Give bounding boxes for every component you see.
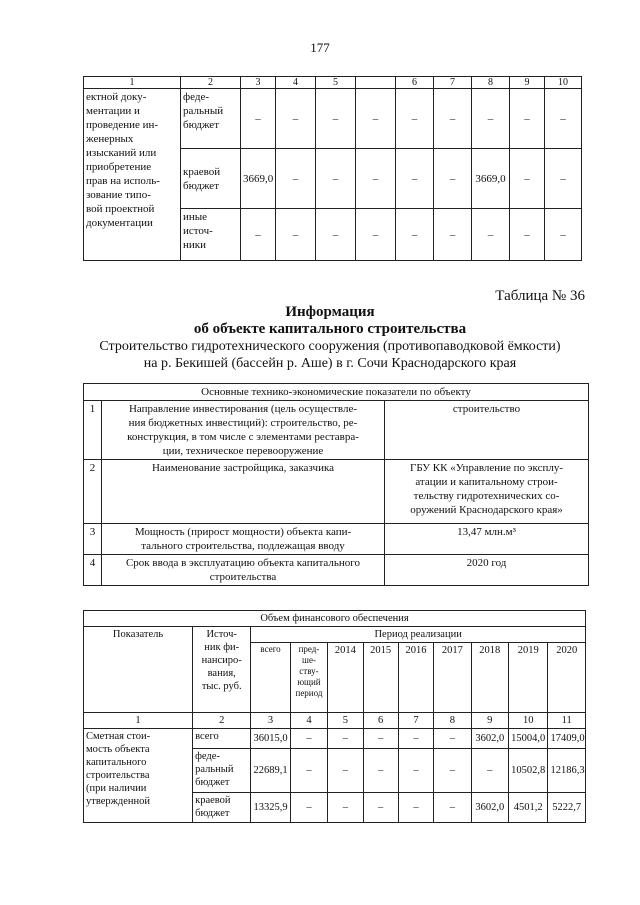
value-cell: –	[472, 209, 510, 261]
indicator-line: капитального	[86, 757, 147, 768]
value-cell: –	[316, 149, 356, 209]
value-cell: –	[472, 89, 510, 149]
header-cell: 5	[316, 77, 356, 89]
header-cell: 4	[276, 77, 316, 89]
label-line: проведение ин-	[86, 119, 159, 131]
table-row	[84, 729, 586, 749]
row-number: 2	[84, 460, 102, 524]
indicator-line: Сметная стои-	[86, 731, 151, 742]
indicator-cell	[84, 729, 193, 823]
value-cell: –	[434, 209, 472, 261]
value-cell: 3669,0	[472, 149, 510, 209]
indicators-table	[83, 383, 589, 586]
value-cell: –	[328, 793, 363, 823]
value-cell: –	[363, 793, 398, 823]
year-header: 2014	[328, 643, 363, 713]
row-number: 1	[84, 401, 102, 460]
value-cell: –	[434, 149, 472, 209]
source-line: бюджет	[195, 808, 230, 819]
label-line: конструкция, в том числе с элементами реставра-	[127, 431, 359, 443]
label-line: зование типо-	[86, 189, 151, 201]
header-line: ше-	[302, 655, 316, 665]
indicator-header: Показатель	[84, 627, 193, 713]
value-cell: –	[363, 749, 398, 793]
value-cell: –	[328, 729, 363, 749]
row-value	[385, 460, 589, 524]
value-cell: –	[434, 749, 471, 793]
label-line: тального строительства, подлежащая вводу	[141, 540, 345, 552]
source-cell	[181, 209, 241, 261]
label-line: вой проектной	[86, 203, 155, 215]
value-line: тельству гидротехнических со-	[413, 490, 560, 502]
label-line: ментации и	[86, 105, 140, 117]
value-cell: –	[545, 209, 582, 261]
value-cell: 15004,0	[508, 729, 547, 749]
period-header: Период реализации	[251, 627, 586, 643]
year-header: 2018	[471, 643, 508, 713]
header-line: пред-	[298, 644, 320, 654]
value-cell: 22689,1	[251, 749, 290, 793]
row-label	[102, 460, 385, 524]
value-line: оружений Краснодарского края»	[410, 504, 563, 516]
value-cell: 4501,2	[508, 793, 547, 823]
continuation-table	[83, 76, 582, 261]
value-cell: 10502,8	[508, 749, 547, 793]
value-cell: 36015,0	[251, 729, 290, 749]
column-number: 5	[328, 713, 363, 729]
title-line-3: Строительство гидротехнического сооружения (противопаводковой ёмкости)	[99, 339, 561, 354]
label-line: женерных	[86, 133, 134, 145]
total-header: всего	[251, 643, 290, 713]
source-line: бюджет	[183, 119, 219, 131]
value-line: 13,47 млн.м³	[457, 526, 516, 538]
row-label	[102, 401, 385, 460]
column-number: 8	[434, 713, 471, 729]
value-cell: 13325,9	[251, 793, 290, 823]
value-cell: 3602,0	[471, 793, 508, 823]
column-number: 2	[193, 713, 251, 729]
column-number-row	[84, 713, 586, 729]
value-cell: –	[396, 89, 434, 149]
value-cell: –	[241, 209, 276, 261]
year-header: 2017	[434, 643, 471, 713]
header-line: Источ-	[206, 629, 237, 640]
indicator-line: строительства	[86, 770, 150, 781]
table-row	[84, 401, 589, 460]
value-cell: –	[545, 89, 582, 149]
header-line: период	[295, 688, 323, 698]
source-line: феде-	[195, 751, 220, 762]
label-line: Наименование застройщика, заказчика	[151, 462, 335, 474]
value-cell: –	[356, 89, 396, 149]
value-cell: –	[241, 89, 276, 149]
source-line: ральный	[183, 105, 224, 117]
year-header: 2016	[398, 643, 433, 713]
source-cell	[193, 749, 251, 793]
header-line: ющий	[297, 677, 321, 687]
header-cell: 10	[545, 77, 582, 89]
table-header-row	[84, 627, 586, 643]
value-cell: –	[545, 149, 582, 209]
value-cell: –	[396, 209, 434, 261]
source-line: краевой	[195, 795, 231, 806]
row-label	[102, 555, 385, 586]
value-cell: –	[290, 749, 327, 793]
label-line: Мощность (прирост мощности) объекта капи-	[134, 526, 352, 538]
value-line: строительство	[452, 403, 521, 415]
row-number: 3	[84, 524, 102, 555]
source-header	[193, 627, 251, 713]
year-header: 2020	[548, 643, 586, 713]
source-cell	[181, 149, 241, 209]
value-cell: –	[290, 729, 327, 749]
table-header-row	[84, 77, 582, 89]
value-cell: 3602,0	[471, 729, 508, 749]
source-line: краевой	[183, 165, 221, 178]
label-line: Срок ввода в эксплуатацию объекта капитального	[125, 557, 361, 569]
value-cell: 3669,0	[241, 149, 276, 209]
source-line: бюджет	[195, 777, 230, 788]
value-cell: –	[434, 793, 471, 823]
header-line: вания,	[207, 668, 236, 679]
source-line: ральный	[195, 764, 234, 775]
value-cell: –	[434, 729, 471, 749]
source-cell	[181, 89, 241, 149]
column-number: 11	[548, 713, 586, 729]
row-value	[385, 555, 589, 586]
header-cell: 6	[396, 77, 434, 89]
table-row	[84, 89, 582, 149]
header-cell: 3	[241, 77, 276, 89]
source-cell	[193, 793, 251, 823]
value-cell: –	[328, 749, 363, 793]
value-cell: –	[398, 729, 433, 749]
value-cell: –	[316, 209, 356, 261]
value-cell: 5222,7	[548, 793, 586, 823]
value-cell: –	[396, 149, 434, 209]
label-line: Направление инвестирования (цель осуществле-	[128, 403, 358, 415]
value-line: 2020 год	[466, 557, 507, 569]
year-header: 2019	[508, 643, 547, 713]
prev-period-header	[290, 643, 327, 713]
title-line-2: об объекте капитального строительства	[193, 321, 467, 337]
table-row	[84, 460, 589, 524]
row-label	[84, 89, 181, 261]
financing-table	[83, 610, 586, 823]
label-line: ектной доку-	[86, 91, 147, 103]
indicator-line: (при наличии	[86, 783, 147, 794]
value-cell: –	[276, 209, 316, 261]
value-cell: –	[510, 89, 545, 149]
table-header-row	[84, 611, 586, 627]
label-line: прав на исполь-	[86, 175, 160, 187]
value-cell: –	[398, 749, 433, 793]
value-cell: –	[471, 749, 508, 793]
header-cell	[356, 77, 396, 89]
label-line: приобретение	[86, 161, 152, 173]
header-cell: 2	[181, 77, 241, 89]
table-header: Основные технико-экономические показатели по объекту	[84, 384, 589, 401]
value-cell: –	[316, 89, 356, 149]
source-line: иные	[183, 211, 208, 223]
header-line: ству-	[299, 666, 319, 676]
source-line: бюджет	[183, 179, 219, 192]
column-number: 9	[471, 713, 508, 729]
value-cell: –	[276, 89, 316, 149]
column-number: 7	[398, 713, 433, 729]
value-cell: –	[510, 149, 545, 209]
value-cell: –	[510, 209, 545, 261]
table-row	[84, 524, 589, 555]
header-cell: 1	[84, 77, 181, 89]
row-number: 4	[84, 555, 102, 586]
value-cell: –	[363, 729, 398, 749]
indicator-line: мость объекта	[86, 744, 150, 755]
value-line: атации и капитальному строи-	[415, 476, 558, 488]
source-line: источ-	[183, 225, 213, 237]
label-line: ния бюджетных инвестиций): строительство, ре-	[128, 417, 358, 429]
year-header: 2015	[363, 643, 398, 713]
label-line: документации	[86, 217, 153, 229]
row-label	[102, 524, 385, 555]
label-line: изысканий или	[86, 147, 157, 159]
value-cell: –	[290, 793, 327, 823]
source-line: феде-	[183, 91, 210, 103]
source-cell: всего	[193, 729, 251, 749]
column-number: 3	[251, 713, 290, 729]
header-line: тыс. руб.	[201, 681, 242, 692]
header-cell: 8	[472, 77, 510, 89]
value-cell: 12186,3	[548, 749, 586, 793]
header-line: ник фи-	[204, 642, 240, 653]
title-line-4: на р. Бекишей (бассейн р. Аше) в г. Сочи Краснодарского края	[143, 356, 517, 371]
value-line: ГБУ КК «Управление по эксплу-	[409, 462, 564, 474]
value-cell: –	[398, 793, 433, 823]
column-number: 4	[290, 713, 327, 729]
title-line-1: Информация	[285, 304, 375, 320]
value-cell: 17409,0	[548, 729, 586, 749]
indicator-line: утвержденной	[86, 796, 151, 807]
value-cell: –	[356, 209, 396, 261]
table-header: Объем финансового обеспечения	[84, 611, 586, 627]
value-cell: –	[356, 149, 396, 209]
column-number: 10	[508, 713, 547, 729]
table-row	[84, 555, 589, 586]
table-header-row	[84, 384, 589, 401]
header-cell: 9	[510, 77, 545, 89]
column-number: 1	[84, 713, 193, 729]
row-value	[385, 524, 589, 555]
header-cell: 7	[434, 77, 472, 89]
label-line: строительства	[209, 571, 277, 583]
column-number: 6	[363, 713, 398, 729]
table-number: Таблица № 36	[495, 288, 585, 304]
source-line: ники	[183, 239, 207, 251]
page-number: 177	[310, 40, 330, 55]
header-line: нансиро-	[201, 655, 242, 666]
value-cell: –	[434, 89, 472, 149]
row-value	[385, 401, 589, 460]
label-line: ции, техническое перевооружение	[162, 445, 324, 457]
value-cell: –	[276, 149, 316, 209]
